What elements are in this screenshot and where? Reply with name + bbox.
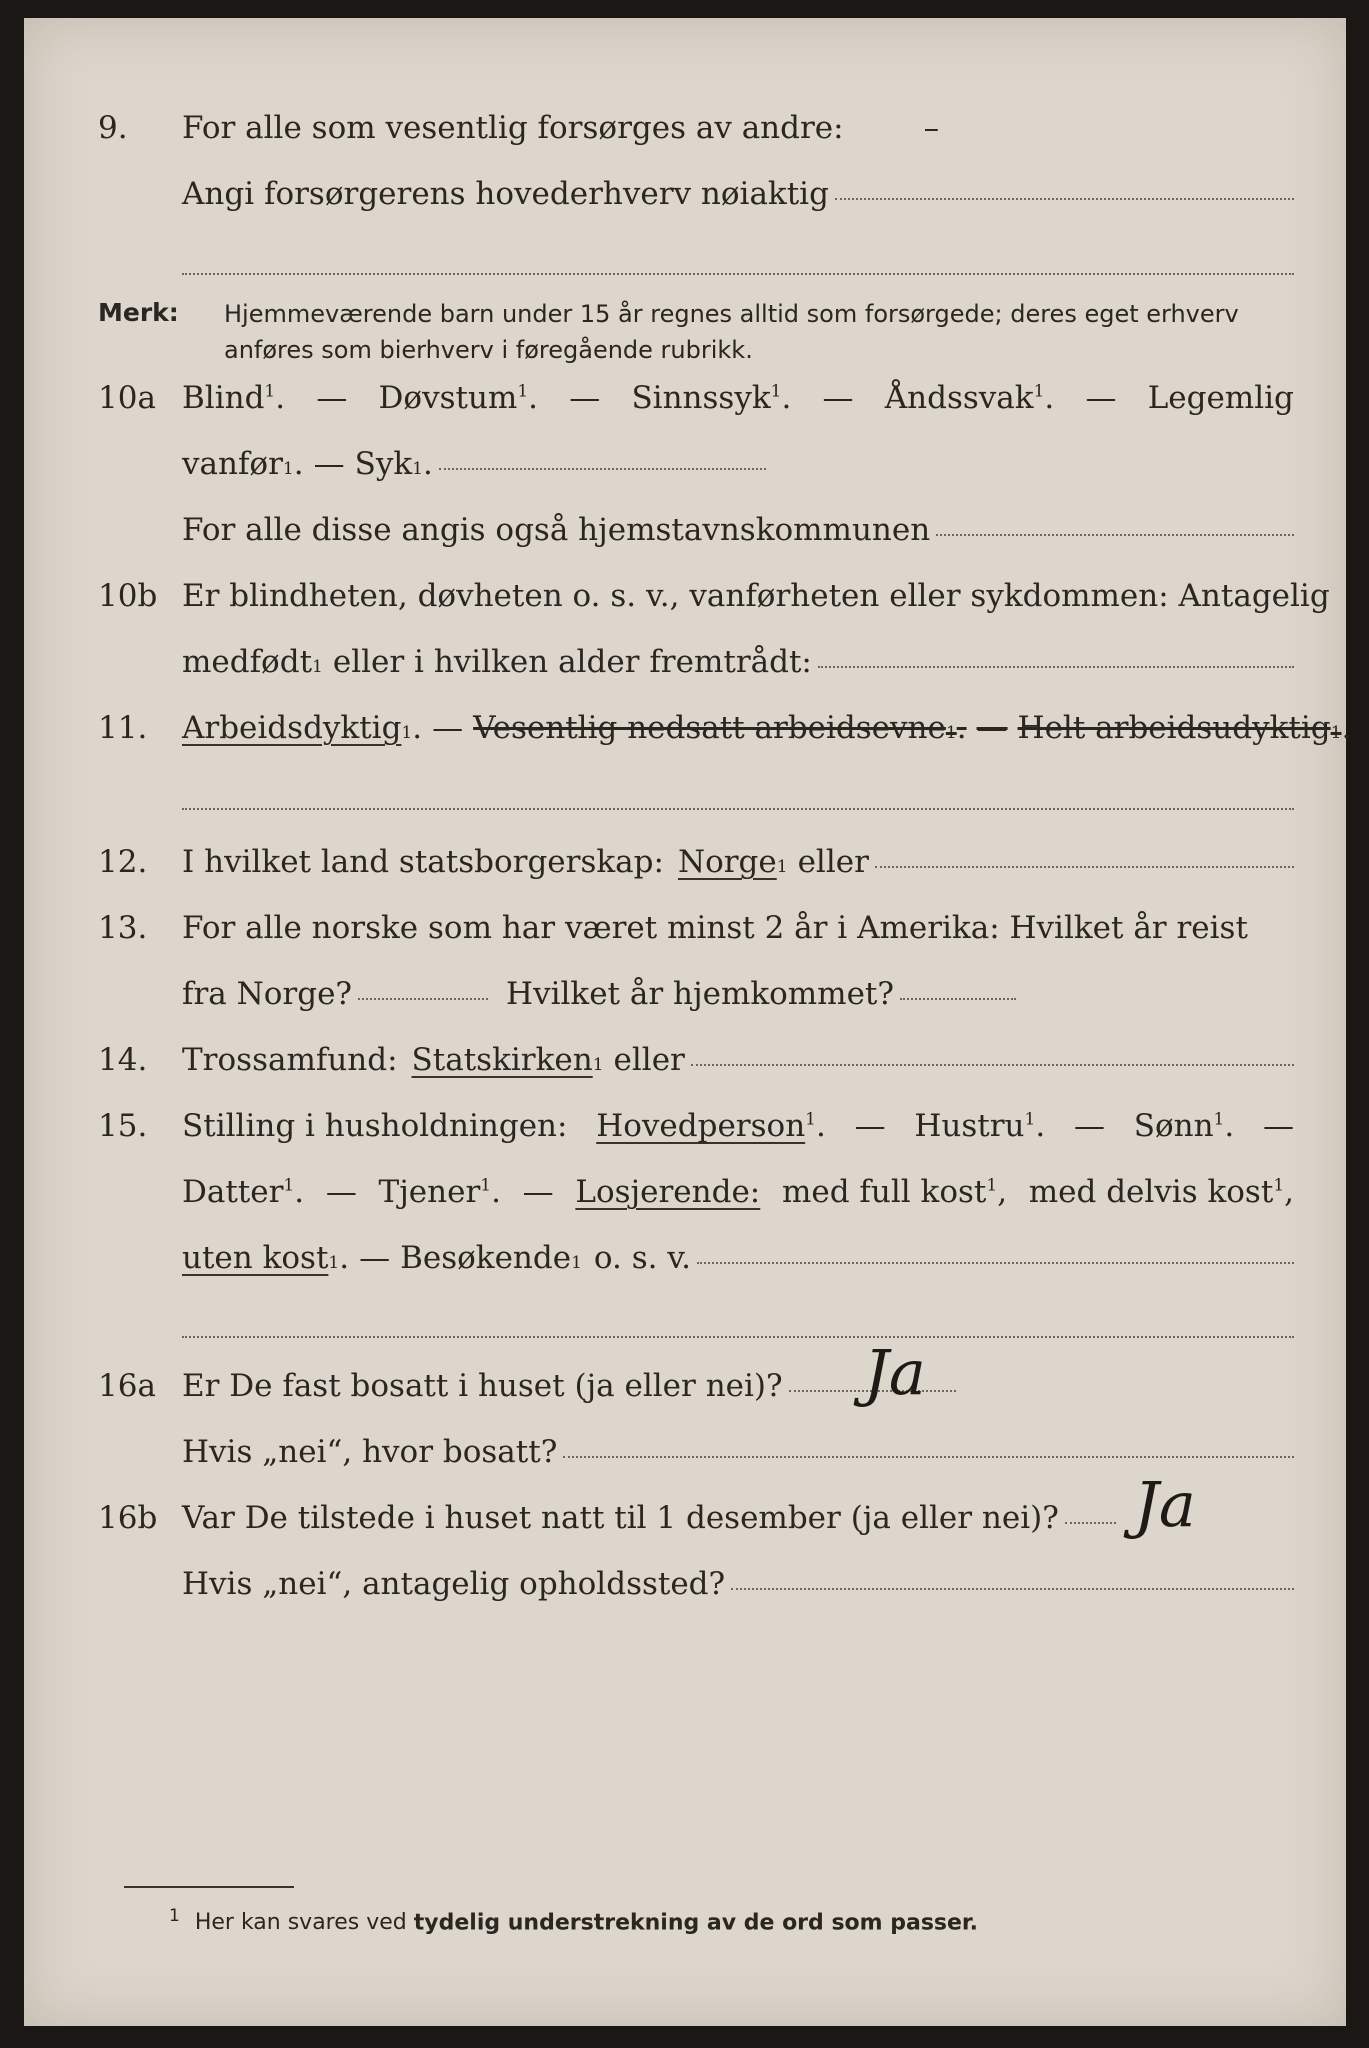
- q10a-number: 10a: [98, 380, 156, 416]
- option-statskirken: Statskirken: [411, 1042, 593, 1078]
- option-datter: Datter: [182, 1174, 284, 1210]
- q13-departure-label: fra Norge?: [182, 976, 353, 1012]
- q15-answer-field[interactable]: [697, 1262, 1294, 1264]
- q15-extra-line[interactable]: [182, 1336, 1294, 1338]
- q9-extra-line[interactable]: [182, 273, 1294, 275]
- option-uten-kost: uten kost: [182, 1240, 329, 1276]
- q16a-subquestion: Hvis „nei“, hvor bosatt?: [182, 1434, 558, 1470]
- q13-departure-field[interactable]: [358, 998, 488, 1000]
- option-dovstum: Døvstum: [378, 380, 518, 416]
- q16a-handwritten-answer: Ja: [864, 1336, 926, 1409]
- q10a-home-municipality-label: For alle disse angis også hjemstavnskommunen: [182, 512, 931, 548]
- q16b-location-field[interactable]: [731, 1588, 1294, 1590]
- option-blind: Blind: [182, 380, 265, 416]
- q13-return-label: Hvilket år hjemkommet?: [506, 976, 895, 1012]
- option-delvis-kost: med delvis kost: [1028, 1174, 1274, 1210]
- q16b-subquestion: Hvis „nei“, antagelig opholdssted?: [182, 1566, 726, 1602]
- q12-number: 12.: [98, 844, 148, 880]
- q9-dash-answer: –: [923, 110, 940, 146]
- q14-question: Trossamfund:: [182, 1042, 398, 1078]
- q12-question: I hvilket land statsborgerskap:: [182, 844, 664, 880]
- option-besokende: Besøkende: [400, 1240, 572, 1276]
- q16a-number: 16a: [98, 1368, 156, 1404]
- q14-number: 14.: [98, 1042, 148, 1078]
- q16b-number: 16b: [98, 1500, 158, 1536]
- q11-extra-line[interactable]: [182, 808, 1294, 810]
- footnote-bold: tydelig understrekning av de ord som passer.: [413, 1910, 979, 1936]
- q13-number: 13.: [98, 910, 148, 946]
- merk-note: Hjemmeværende barn under 15 år regnes alltid som forsørgede; deres eget erhverv anføres som bierhverv i føregående rubrikk.: [224, 300, 1239, 364]
- footnote: [169, 1906, 978, 1935]
- option-full-kost: med full kost: [781, 1174, 987, 1210]
- q16a-question: Er De fast bosatt i huset (ja eller nei)?: [182, 1368, 783, 1404]
- q16a-residence-field[interactable]: [563, 1456, 1294, 1458]
- q16b-answer-field[interactable]: [1065, 1522, 1116, 1524]
- q15-number: 15.: [98, 1108, 148, 1144]
- option-nedsatt-arbeidsevne: Vesentlig nedsatt arbeidsevne: [473, 710, 946, 746]
- q9-question: For alle som vesentlig forsørges av andre:: [182, 110, 844, 146]
- option-syk: Syk: [354, 446, 413, 482]
- option-losjerende: Losjerende:: [575, 1174, 761, 1210]
- q15-question: Stilling i husholdningen:: [182, 1108, 568, 1144]
- merk-label: Merk:: [98, 298, 179, 327]
- option-medfodt: medfødt: [182, 644, 313, 680]
- option-arbeidsdyktig: Arbeidsdyktig: [182, 710, 402, 746]
- option-andssvak: Åndssvak: [884, 380, 1034, 416]
- q10b-age-label: eller i hvilken alder fremtrådt:: [332, 644, 812, 680]
- q16b-question: Var De tilstede i huset natt til 1 desember (ja eller nei)?: [182, 1500, 1059, 1536]
- q11-number: 11.: [98, 710, 148, 746]
- option-helt-arbeidsudyktig: Helt arbeidsudyktig: [1017, 710, 1331, 746]
- q10a-home-municipality-field[interactable]: [936, 534, 1294, 536]
- q10a-answer-field[interactable]: [439, 468, 766, 470]
- option-hustru: Hustru: [914, 1108, 1025, 1144]
- q9-subquestion: Angi forsørgerens hovederhverv nøiaktig: [182, 176, 829, 212]
- option-sonn: Sønn: [1133, 1108, 1214, 1144]
- option-hovedperson: Hovedperson: [596, 1108, 806, 1144]
- q10b-number: 10b: [98, 578, 158, 614]
- q9-answer-field[interactable]: [835, 198, 1294, 200]
- option-legemlig: Legemlig: [1147, 380, 1294, 416]
- option-norge: Norge: [677, 844, 777, 880]
- q10b-question: Er blindheten, døvheten o. s. v., vanførheten eller sykdommen: Antagelig: [182, 578, 1330, 614]
- q13-return-field[interactable]: [900, 998, 1016, 1000]
- option-vanfor: vanfør: [182, 446, 283, 482]
- q14-answer-field[interactable]: [691, 1064, 1294, 1066]
- census-form-page: 9. For alle som vesentlig forsørges av andre: – Angi forsørgerens hovederhverv nøiaktig Merk: Hjemmeværende barn under 15 år regnes alltid som forsørgede; deres eget erhverv anføres som bierhverv i føregående rubrikk. 10a Blind$^1$. — Døvstum$^1$. — Sinnssyk$^1$. — Åndssvak$^1$. — Legemlig vanfør 1 . — Syk 1 . For alle disse angis også hjemstavnskommunen 10b Er blindheten, døvheten o. s. v., vanførheten eller sykdommen: Antagelig medfødt 1 eller i hvilken alder fremtrådt: 11. Arbeidsdyktig 1 . — Vesentlig nedsatt arbeidsevne 1 . — Helt arbeidsudyktig 1 . 12. I hvilket land statsborgerskap: Norge 1 eller 13. For alle norske som har været minst 2 år i Amerika: Hvilket år reist fra Norge? Hvilket år hjemkommet? 14. Trossamfund: Statskirken 1 eller 15. Stilling i husholdningen: Hovedperson$^1$. — Hustru$^1$. — Sønn$^1$. — Datter$^1$. — Tjener$^1$. — Losjerende: med full kost$^1$, med delvis kost$^1$, uten kost 1 . — Besøkende 1 o. s. v. 16a Er De fast bosatt i huset (ja eller nei)? Ja Hvis „nei“, hvor bosatt? 16b Var De tilstede i huset natt til 1 desember (ja eller nei)? Ja Hvis „nei“, antagelig opholdssted? $^1$ Her kan svares ved tydelig understrekning av de ord som passer.: [24, 18, 1346, 2026]
- q16b-handwritten-answer: Ja: [1134, 1468, 1196, 1541]
- footnote-lead: Her kan svares ved: [194, 1910, 407, 1936]
- footnote-rule: [124, 1886, 294, 1888]
- option-tjener: Tjener: [378, 1174, 481, 1210]
- q12-answer-field[interactable]: [875, 866, 1294, 868]
- option-sinnssyk: Sinnssyk: [631, 380, 771, 416]
- footnote-mark: 1: [169, 1906, 180, 1926]
- q10b-answer-field[interactable]: [818, 666, 1294, 668]
- q13-question: For alle norske som har været minst 2 år i Amerika: Hvilket år reist: [182, 910, 1248, 946]
- q9-number: 9.: [98, 110, 128, 146]
